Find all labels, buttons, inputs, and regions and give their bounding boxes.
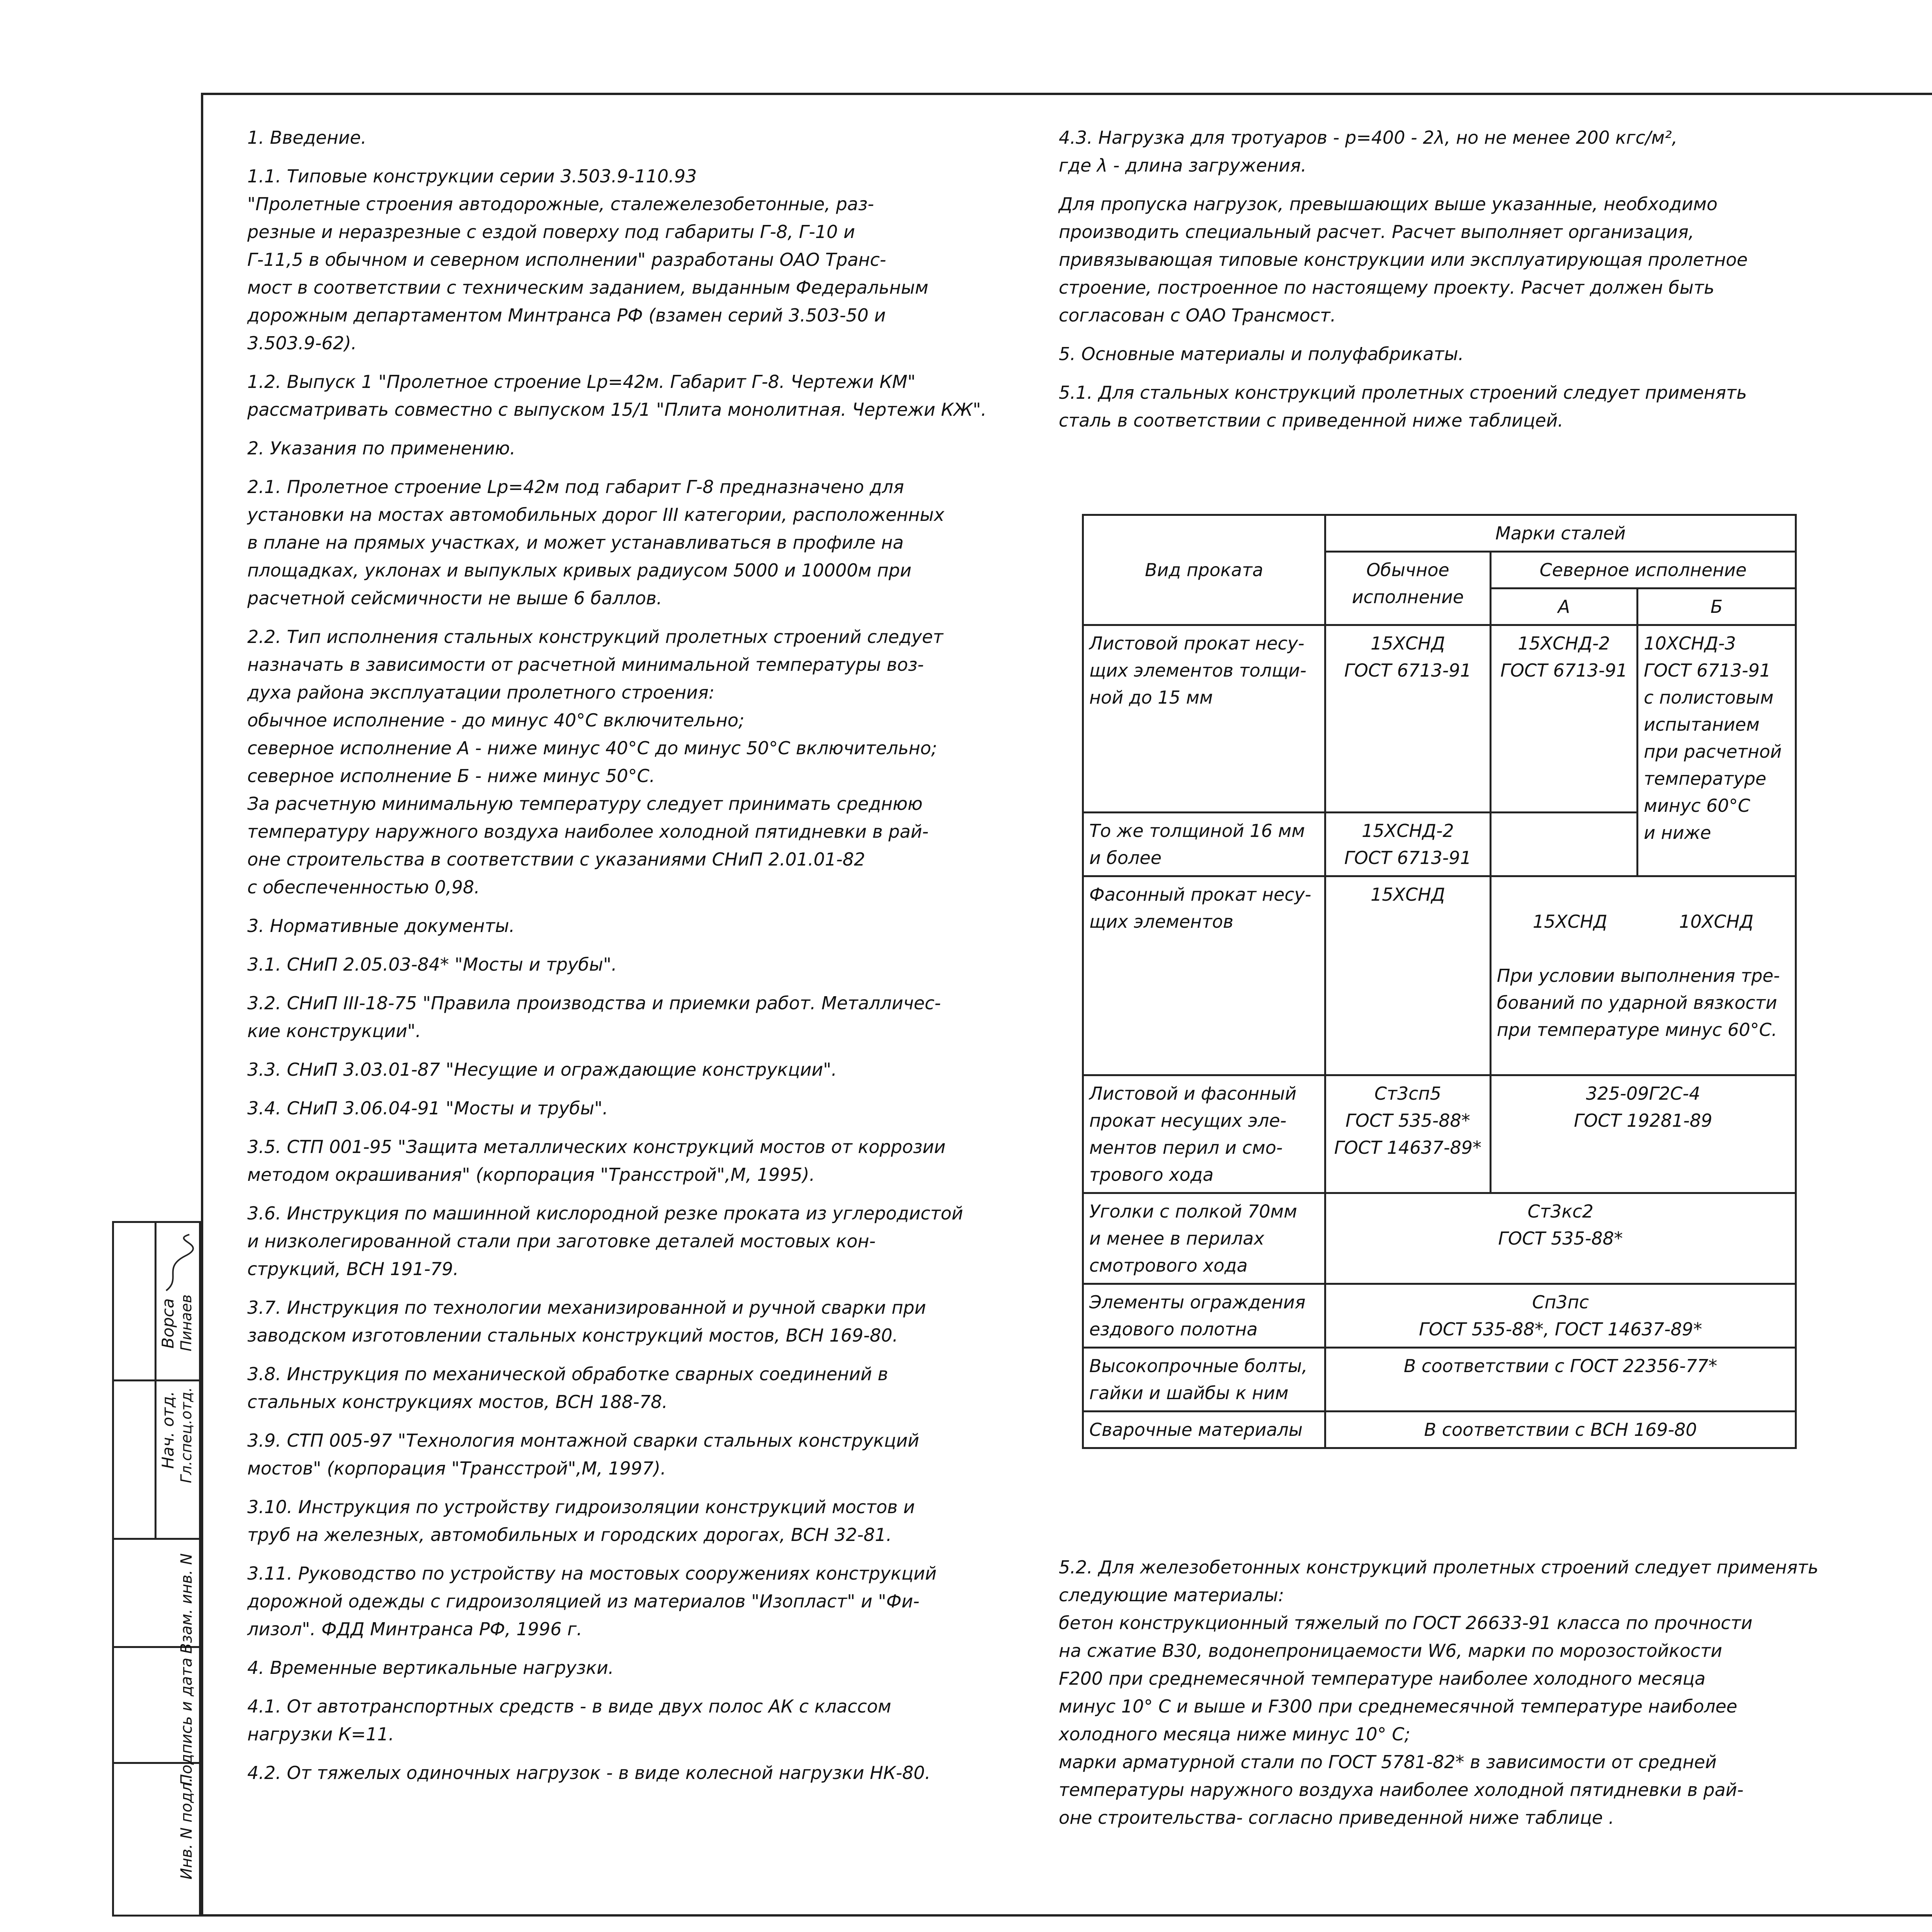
table-cell: 15ХСНД-2 ГОСТ 6713-91 — [1490, 625, 1637, 813]
th-rolled-type: Вид проката — [1083, 515, 1325, 625]
text-paragraph: 3.2. СНиП III-18-75 "Правила производства и приемки работ. Металличес- кие конструкции". — [247, 993, 941, 1041]
middle-text-column-top — [1059, 124, 1870, 445]
table-cell: В соответствии с ВСН 169-80 — [1325, 1412, 1796, 1448]
text-paragraph: 1.2. Выпуск 1 "Пролетное строение Lp=42м. Габарит Г-8. Чертежи КМ" рассматривать совместно с выпуском 15/1 "Плита монолитная. Чертежи КЖ". — [247, 371, 987, 420]
table-row-type: Уголки с полкой 70мм и менее в перилах смотрового хода — [1083, 1193, 1325, 1284]
table-row-type: То же толщиной 16 мм и более — [1083, 813, 1325, 876]
table-cell: В соответствии с ГОСТ 22356-77* — [1325, 1348, 1796, 1412]
signature-icon — [158, 1233, 197, 1294]
th-north-a: А — [1490, 588, 1637, 625]
table-cell: Ст3кс2 ГОСТ 535-88* — [1325, 1193, 1796, 1284]
table-cell: Ст3сп5 ГОСТ 535-88* ГОСТ 14637-89* — [1325, 1075, 1491, 1193]
table-cell: Сп3пс ГОСТ 535-88*, ГОСТ 14637-89* — [1325, 1284, 1796, 1348]
table-row-type: Сварочные материалы — [1083, 1412, 1325, 1448]
text-paragraph: 1. Введение. — [247, 127, 367, 148]
table-cell: 10ХСНД-3 ГОСТ 6713-91 с полистовым испытанием при расчетной температуре минус 60°С и ниже — [1638, 625, 1796, 876]
table-cell: 15ХСНД ГОСТ 6713-91 — [1325, 625, 1491, 813]
table-cell-b: 10ХСНД — [1679, 911, 1754, 932]
inv-label: Инв. N подл. — [178, 1777, 196, 1880]
table-cell: 325-09Г2С-4 ГОСТ 19281-89 — [1490, 1075, 1796, 1193]
side-strip — [112, 1221, 201, 1917]
text-paragraph: 2. Указания по применению. — [247, 438, 516, 459]
table-row-type: Листовой и фасонный прокат несущих эле- ментов перил и смо- трового хода — [1083, 1075, 1325, 1193]
sign-date-label: Подпись и дата — [178, 1658, 196, 1786]
th-normal: Обычное исполнение — [1325, 552, 1491, 625]
text-paragraph: 2.1. Пролетное строение Lp=42м под габарит Г-8 предназначено для установки на мостах автомобильных дорог III категории, расположенных в плане на прямых участках, и может устанавливаться в профиле на площадках, уклонах и выпуклых кривых радиусом 5000 и 10000м при расчетной сейсмичности не выше 6 баллов. — [247, 476, 944, 609]
table-row-type: Элементы ограждения ездового полотна — [1083, 1284, 1325, 1348]
middle-text-column-bottom — [1059, 1553, 1928, 1842]
vorsa-name: Ворса — [158, 1298, 177, 1349]
text-paragraph: 3.4. СНиП 3.06.04-91 "Мосты и трубы". — [247, 1098, 608, 1119]
table-row-type: Фасонный прокат несу- щих элементов — [1083, 876, 1325, 1075]
table-cell: 15ХСНД-2 ГОСТ 6713-91 — [1325, 813, 1491, 876]
text-paragraph: 3.11. Руководство по устройству на мостовых сооружениях конструкций дорожной одежды с гидроизоляцией из материалов "Изопласт" и "Фи- лизол". ФДД Минтранса РФ, 1996 г. — [247, 1563, 937, 1639]
table-row-type: Высокопрочные болты, гайки и шайбы к ним — [1083, 1348, 1325, 1412]
text-paragraph: 3.8. Инструкция по механической обработке сварных соединений в стальных конструкциях мостов, ВСН 188-78. — [247, 1364, 888, 1412]
th-steel-grades: Марки сталей — [1325, 515, 1796, 552]
text-paragraph: 4.3. Нагрузка для тротуаров - р=400 - 2λ, но не менее 200 кгс/м², где λ - длина загружения. — [1059, 127, 1678, 176]
text-paragraph: 3.5. СТП 001-95 "Защита металлических конструкций мостов от коррозии методом окрашивания" (корпорация "Трансстрой",М, 1995). — [247, 1136, 946, 1185]
text-paragraph: Для пропуска нагрузок, превышающих выше указанные, необходимо производить специальный расчет. Расчет выполняет организация, привязывающая типовые конструкции или эксплуатирующая пролетное строение, построенное по настоящему проекту. Расчет должен быть согласован с ОАО Трансмост. — [1059, 194, 1748, 326]
text-paragraph: 3.6. Инструкция по машинной кислородной резке проката из углеродистой и низколегированной стали при заготовке деталей мостовых кон- струкций, ВСН 191-79. — [247, 1203, 963, 1279]
text-paragraph: 3. Нормативные документы. — [247, 915, 515, 936]
text-paragraph: 1.1. Типовые конструкции серии 3.503.9-110.93 "Пролетные строения автодорожные, сталежелезобетонные, раз- резные и неразрезные с ездой поверху под габариты Г-8, Г-10 и Г-11,5 в обычном и северном исполнении" разработаны ОАО Транс- мост в соответствии с техническим заданием, выданным Федеральным дорожным департаментом Минтранса РФ (взамен серий 3.503-50 и 3.503.9-62). — [247, 166, 929, 354]
table-cell-note: При условии выполнения тре- бований по ударной вязкости при температуре минус 60°С. — [1497, 965, 1780, 1040]
text-paragraph: 4.2. От тяжелых одиночных нагрузок - в виде колесной нагрузки НК-80. — [247, 1762, 931, 1783]
text-paragraph: 3.10. Инструкция по устройству гидроизоляции конструкций мостов и труб на железных, автомобильных и городских дорогах, ВСН 32-81. — [247, 1497, 915, 1545]
gl-spec-label: Гл.спец.отд. — [178, 1387, 195, 1483]
text-paragraph: 2.2. Тип исполнения стальных конструкций пролетных строений следует назначать в зависимости от расчетной минимальной температуры воз- духа района эксплуатации пролетного строения: обычное исполнение - до минус 40°С включительно; северное исполнение А - ниже минус 40°С до минус 50°С включительно; северное исполнение Б - ниже минус 50°С. За расчетную минимальную температуру следует принимать среднюю температуру наружного воздуха наиболее холодной пятидневки в рай- оне строительства в соответствии с указаниями СНиП 2.01.01-82 с обеспеченностью 0,98. — [247, 626, 944, 898]
table-cell-a: 15ХСНД — [1532, 911, 1607, 932]
table-cell: 15ХСНД — [1325, 876, 1491, 1075]
text-paragraph: 3.9. СТП 005-97 "Технология монтажной сварки стальных конструкций мостов" (корпорация "Трансстрой",М, 1997). — [247, 1430, 919, 1479]
table-cell — [1490, 876, 1796, 1075]
text-paragraph: 5.2. Для железобетонных конструкций пролетных строений следует применять следующие материалы: бетон конструкционный тяжелый по ГОСТ 26633-91 класса по прочности на сжатие В30, водонепроницаемости W6, марки по морозостойкости F200 при среднемесячной температуре наиболее холодного месяца минус 10° С и выше и F300 при среднемесячной температуре наиболее холодного месяца ниже минус 10° С; марки арматурной стали по ГОСТ 5781-82* в зависимости от средней температуры наружного воздуха наиболее холодной пятидневки в рай- оне строительства- согласно приведенной ниже таблице . — [1059, 1557, 1818, 1828]
left-text-column — [247, 124, 1020, 1798]
text-paragraph: 3.7. Инструкция по технологии механизированной и ручной сварки при заводском изготовлении стальных конструкций мостов, ВСН 169-80. — [247, 1297, 926, 1346]
text-paragraph: 3.3. СНиП 3.03.01-87 "Несущие и ограждающие конструкции". — [247, 1059, 837, 1080]
nach-otd-label: Нач. отд. — [158, 1391, 177, 1469]
steel-grades-table — [1082, 514, 1797, 1449]
table-cell-empty — [1490, 813, 1637, 876]
text-paragraph: 4.1. От автотранспортных средств - в виде двух полос АК с классом нагрузки К=11. — [247, 1696, 891, 1745]
vzam-inv-label: Взам. инв. N — [178, 1553, 196, 1654]
text-paragraph: 3.1. СНиП 2.05.03-84* "Мосты и трубы". — [247, 954, 617, 975]
th-north: Северное исполнение — [1490, 552, 1796, 588]
table-row-type: Листовой прокат несу- щих элементов толщи- ной до 15 мм — [1083, 625, 1325, 813]
text-paragraph: 5. Основные материалы и полуфабрикаты. — [1059, 344, 1464, 364]
text-paragraph: 5.1. Для стальных конструкций пролетных строений следует применять сталь в соответствии с приведенной ниже таблицей. — [1059, 382, 1747, 431]
th-north-b: Б — [1638, 588, 1796, 625]
text-paragraph: 4. Временные вертикальные нагрузки. — [247, 1657, 614, 1678]
pinaev-name: Пинаев — [178, 1294, 195, 1352]
